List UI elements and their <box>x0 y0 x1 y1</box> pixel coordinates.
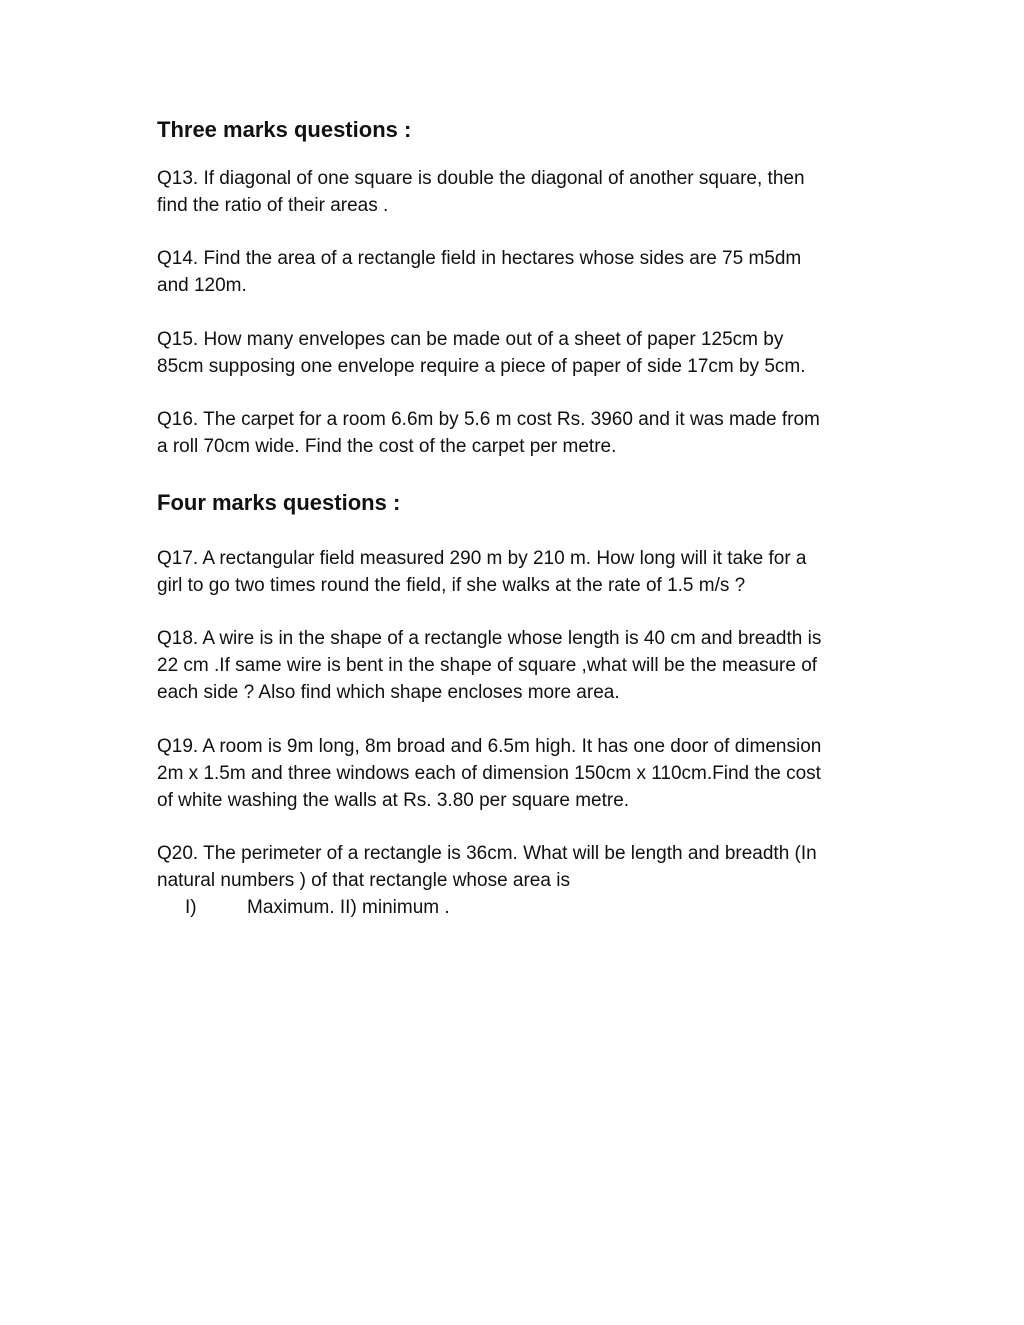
question-line: and 120m. <box>157 275 247 296</box>
question-q19 <box>157 733 877 814</box>
question-line: Q17. A rectangular field measured 290 m by 210 m. How long will it take for a <box>157 548 807 569</box>
question-line: Q14. Find the area of a rectangle field in hectares whose sides are 75 m5dm <box>157 248 802 269</box>
section-heading-three-marks: Three marks questions : <box>157 117 412 142</box>
question-line: Q19. A room is 9m long, 8m broad and 6.5m high. It has one door of dimension <box>157 736 822 757</box>
question-line: each side ? Also find which shape encloses more area. <box>157 682 620 703</box>
question-q15 <box>157 326 877 380</box>
question-line: Q13. If diagonal of one square is double the diagonal of another square, then <box>157 168 805 189</box>
question-line: Q20. The perimeter of a rectangle is 36cm. What will be length and breadth (In <box>157 843 817 864</box>
question-q17 <box>157 545 877 599</box>
question-q20 <box>157 840 877 921</box>
question-line: 2m x 1.5m and three windows each of dimension 150cm x 110cm.Find the cost <box>157 763 821 784</box>
question-q13 <box>157 165 877 219</box>
question-line: 22 cm .If same wire is bent in the shape of square ,what will be the measure of <box>157 655 818 676</box>
question-line: of white washing the walls at Rs. 3.80 per square metre. <box>157 790 630 811</box>
sub-item-marker: I) <box>185 897 197 918</box>
section-heading-four-marks: Four marks questions : <box>157 490 401 515</box>
sub-item-text: Maximum. II) minimum . <box>247 897 450 918</box>
question-line: girl to go two times round the field, if she walks at the rate of 1.5 m/s ? <box>157 575 746 596</box>
question-q18 <box>157 625 877 706</box>
question-sub-item <box>157 894 877 921</box>
question-q16 <box>157 406 877 460</box>
question-line: Q16. The carpet for a room 6.6m by 5.6 m cost Rs. 3960 and it was made from <box>157 409 820 430</box>
question-line: Q15. How many envelopes can be made out of a sheet of paper 125cm by <box>157 329 784 350</box>
question-line: 85cm supposing one envelope require a piece of paper of side 17cm by 5cm. <box>157 356 806 377</box>
question-line: Q18. A wire is in the shape of a rectangle whose length is 40 cm and breadth is <box>157 628 822 649</box>
question-q14 <box>157 245 877 299</box>
question-line: find the ratio of their areas . <box>157 195 389 216</box>
question-line: a roll 70cm wide. Find the cost of the carpet per metre. <box>157 436 617 457</box>
question-line: natural numbers ) of that rectangle whose area is <box>157 870 570 891</box>
